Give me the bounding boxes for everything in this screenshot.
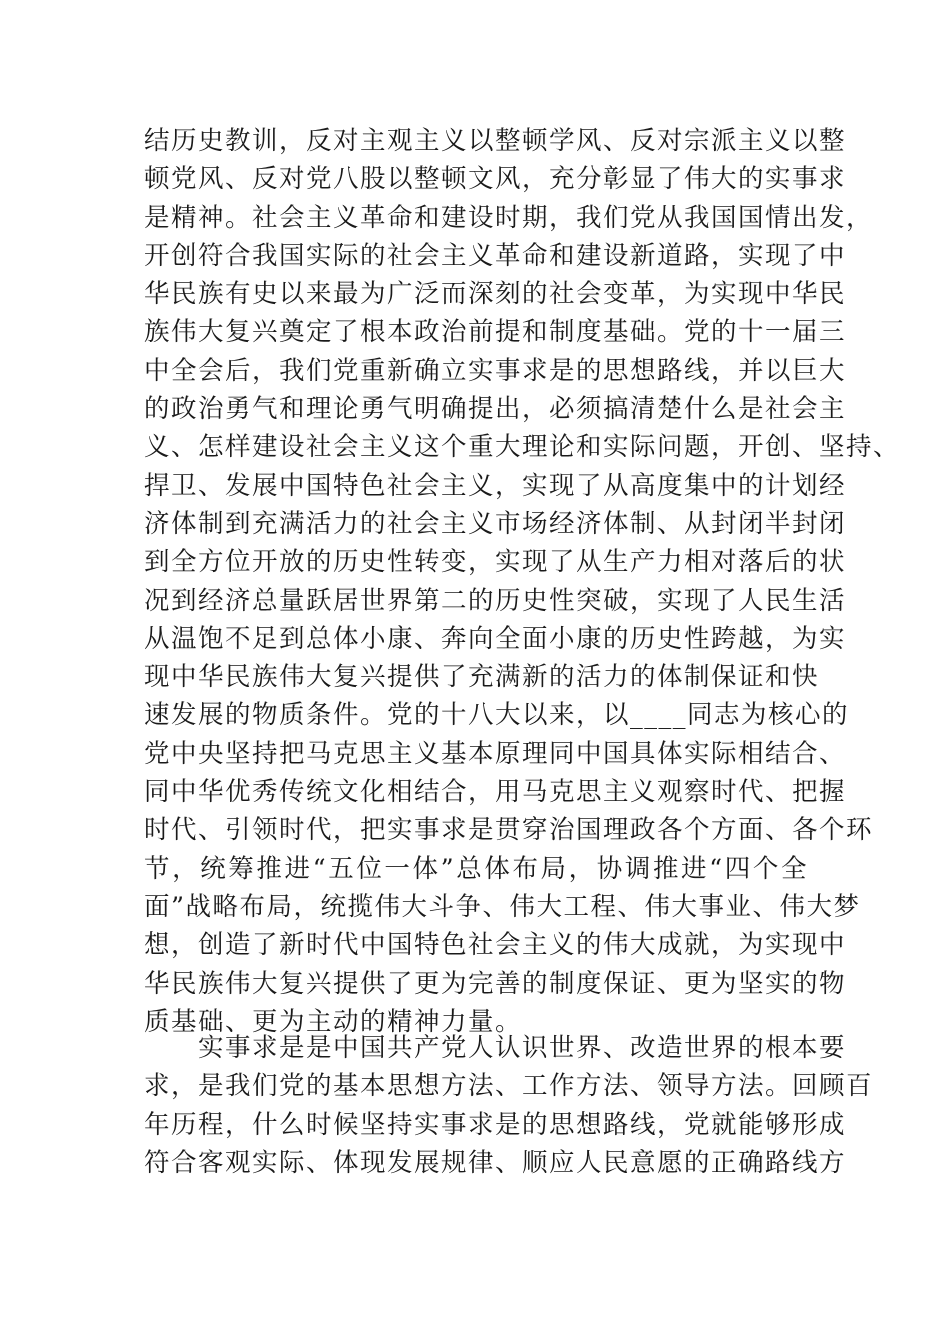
text-line: 结历史教训，反对主观主义以整顿学风、反对宗派主义以整 [144,126,847,156]
text-line: 顿党风、反对党八股以整顿文风，充分彰显了伟大的实事求 [144,164,847,195]
text-line: 是精神。社会主义革命和建设时期，我们党从我国国情出发， [144,202,874,233]
text-line: 实事求是是中国共产党人认识世界、改造世界的根本要 [198,1033,847,1063]
paragraph-2 [144,1029,874,1182]
text-line: 同中华优秀传统文化相结合，用马克思主义观察时代、把握 [144,777,847,808]
paragraph-1 [144,122,901,1041]
text-line: 速发展的物质条件。党的十八大以来，以____同志为核心的 [144,700,850,731]
text-line: 济体制到充满活力的社会主义市场经济体制、从封闭半封闭 [144,508,847,539]
text-line: 华民族伟大复兴提供了更为完善的制度保证、更为坚实的物 [144,968,847,999]
text-line: 从温饱不足到总体小康、奔向全面小康的历史性跨越，为实 [144,623,847,654]
text-line: 符合客观实际、体现发展规律、顺应人民意愿的正确路线方 [144,1147,847,1178]
text-line: 族伟大复兴奠定了根本政治前提和制度基础。党的十一届三 [144,317,847,348]
text-line: 华民族有史以来最为广泛而深刻的社会变革，为实现中华民 [144,279,847,310]
text-line: 质基础、更为主动的精神力量。 [144,1006,523,1037]
text-line: 时代、引领时代，把实事求是贯穿治国理政各个方面、各个环 [144,815,874,846]
text-line: 节，统筹推进“五位一体”总体布局，协调推进“四个全 [144,853,808,884]
text-line: 年历程，什么时候坚持实事求是的思想路线，党就能够形成 [144,1109,847,1140]
text-line: 开创符合我国实际的社会主义革命和建设新道路，实现了中 [144,240,847,271]
text-line: 求，是我们党的基本思想方法、工作方法、领导方法。回顾百 [144,1071,874,1102]
text-line: 义、怎样建设社会主义这个重大理论和实际问题，开创、坚持、 [144,432,901,463]
text-line: 中全会后，我们党重新确立实事求是的思想路线，并以巨大 [144,355,847,386]
text-line: 现中华民族伟大复兴提供了充满新的活力的体制保证和快 [144,662,820,693]
text-line: 捍卫、发展中国特色社会主义，实现了从高度集中的计划经 [144,470,847,501]
text-line: 面”战略布局，统揽伟大斗争、伟大工程、伟大事业、伟大梦 [144,891,861,922]
text-line: 党中央坚持把马克思主义基本原理同中国具体实际相结合、 [144,738,847,769]
text-line: 到全方位开放的历史性转变，实现了从生产力相对落后的状 [144,547,847,578]
text-line: 的政治勇气和理论勇气明确提出，必须搞清楚什么是社会主 [144,394,847,425]
text-line: 况到经济总量跃居世界第二的历史性突破，实现了人民生活 [144,585,847,616]
text-line: 想，创造了新时代中国特色社会主义的伟大成就，为实现中 [144,930,847,961]
